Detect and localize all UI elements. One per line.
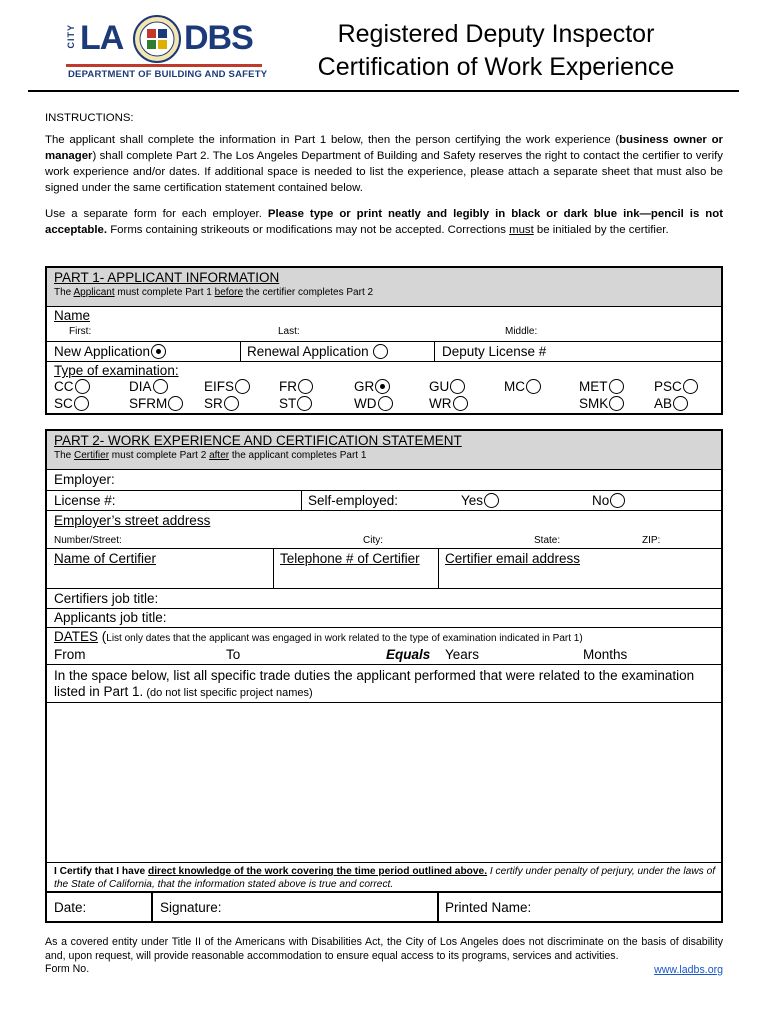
certification-statement-row bbox=[47, 862, 721, 891]
application-type-row bbox=[47, 341, 721, 361]
employer-row[interactable] bbox=[47, 470, 721, 490]
exam-radio[interactable] bbox=[298, 379, 313, 394]
name-label: Name bbox=[54, 308, 91, 323]
first-name-field[interactable]: First: bbox=[69, 326, 92, 337]
exam-code-label: AB bbox=[654, 396, 673, 411]
divider bbox=[438, 549, 439, 589]
exam-option-mc[interactable] bbox=[504, 379, 541, 395]
exam-radio[interactable] bbox=[609, 396, 624, 411]
date-field[interactable]: Date: bbox=[54, 900, 87, 915]
renewal-application-option[interactable]: Renewal Application bbox=[247, 344, 388, 360]
ada-footer bbox=[45, 936, 723, 977]
p1-bold: business owner or manager bbox=[45, 134, 723, 162]
exam-option-met[interactable] bbox=[579, 379, 624, 395]
p2-text-a: Use a separate form for each employer. bbox=[45, 208, 268, 220]
exam-radio[interactable] bbox=[235, 379, 250, 394]
exam-option-dia[interactable] bbox=[129, 379, 168, 395]
street-address-row bbox=[47, 510, 721, 548]
exam-code-label: CC bbox=[54, 379, 74, 394]
part2-title: PART 2- WORK EXPERIENCE AND CERTIFICATION STATEMENT bbox=[54, 433, 462, 448]
exam-radio[interactable] bbox=[683, 379, 698, 394]
exam-code-label: MET bbox=[579, 379, 608, 394]
exam-option-sc[interactable] bbox=[54, 396, 89, 412]
certifier-contact-row bbox=[47, 548, 721, 588]
employer-field[interactable]: Employer: bbox=[54, 472, 115, 487]
divider bbox=[151, 893, 153, 923]
equals-label: Equals bbox=[386, 647, 431, 662]
exam-code-label: EIFS bbox=[204, 379, 235, 394]
exam-type-label: Type of examination: bbox=[54, 363, 179, 378]
exam-option-psc[interactable] bbox=[654, 379, 698, 395]
exam-code-label: ST bbox=[279, 396, 297, 411]
exam-radio[interactable] bbox=[609, 379, 624, 394]
duties-instruction: In the space below, list all specific trade duties the applicant performed that were related to the examination listed in Part 1. (do not list specific project names) bbox=[54, 668, 695, 699]
exam-radio[interactable] bbox=[375, 379, 390, 394]
part2-subtitle: The Certifier must complete Part 2 after the applicant completes Part 1 bbox=[54, 450, 367, 461]
exam-option-smk[interactable] bbox=[579, 396, 624, 412]
certification-statement: I Certify that I have direct knowledge of the work covering the time period outlined above. I certify under penalty of perjury, under the laws of the State of California, that the information stated above is true and correct. bbox=[54, 866, 716, 890]
self-employed-yes-option[interactable]: Yes bbox=[461, 493, 499, 509]
exam-radio[interactable] bbox=[450, 379, 465, 394]
number-street-field[interactable]: Number/Street: bbox=[54, 535, 122, 546]
exam-code-label: PSC bbox=[654, 379, 682, 394]
ada-statement: As a covered entity under Title II of the Americans with Disabilities Act, the City of Los Angeles does not discriminate on the basis of disability and, upon request, will provide reasonable accommodation to ensure equal access to its programs, services and activities. bbox=[45, 936, 723, 962]
divider bbox=[301, 491, 302, 510]
exam-option-st[interactable] bbox=[279, 396, 312, 412]
last-name-field[interactable]: Last: bbox=[278, 326, 300, 337]
exam-code-label: GR bbox=[354, 379, 375, 394]
p2-bold: Please type or print neatly and legibly in black or dark blue ink—pencil is not acceptable. bbox=[45, 208, 723, 236]
exam-code-label: FR bbox=[279, 379, 297, 394]
exam-code-label: SC bbox=[54, 396, 73, 411]
exam-radio[interactable] bbox=[153, 379, 168, 394]
exam-option-wd[interactable] bbox=[354, 396, 393, 412]
exam-option-gr[interactable] bbox=[354, 379, 390, 395]
page-title bbox=[296, 18, 696, 84]
months-field[interactable]: Months bbox=[583, 647, 628, 662]
street-address-label: Employer’s street address bbox=[54, 513, 211, 528]
dates-row bbox=[47, 627, 721, 664]
exam-code-label: SMK bbox=[579, 396, 609, 411]
exam-option-cc[interactable] bbox=[54, 379, 90, 395]
certifier-email-field[interactable]: Certifier email address bbox=[445, 551, 581, 566]
logo-department-text: DEPARTMENT OF BUILDING AND SAFETY bbox=[68, 69, 268, 80]
part2-header bbox=[47, 431, 721, 470]
certifier-name-field[interactable]: Name of Certifier bbox=[54, 551, 157, 566]
exam-code-label: GU bbox=[429, 379, 450, 394]
exam-code-label: WD bbox=[354, 396, 377, 411]
dates-label-line: DATES (List only dates that the applicant was engaged in work related to the type of examination indicated in Part 1) bbox=[54, 629, 583, 644]
exam-option-fr[interactable] bbox=[279, 379, 313, 395]
years-field[interactable]: Years bbox=[445, 647, 480, 662]
no-radio[interactable] bbox=[610, 493, 625, 508]
p1-text-a: The applicant shall complete the information in Part 1 below, then the person certifying the work experience ( bbox=[45, 134, 620, 146]
exam-radio[interactable] bbox=[526, 379, 541, 394]
logo-dbs-text: DBS bbox=[184, 19, 253, 57]
p1-text-b: ) shall complete Part 2. The Los Angeles Department of Building and Safety reserves the right to contact the certifier to verify work experience and/or dates. If additional space is needed to list the experience, please attach a separate sheet that must also be signed under the same certification statement contained below. bbox=[45, 150, 723, 194]
exam-code-label: WR bbox=[429, 396, 452, 411]
part1-header bbox=[47, 268, 721, 307]
exam-radio[interactable] bbox=[453, 396, 468, 411]
license-field[interactable]: License #: bbox=[54, 493, 116, 508]
city-field[interactable]: City: bbox=[363, 535, 383, 546]
applicant-job-title-field[interactable]: Applicants job title: bbox=[54, 610, 167, 625]
exam-option-ab[interactable] bbox=[654, 396, 688, 412]
exam-option-wr[interactable] bbox=[429, 396, 468, 412]
logo-la-text: LA bbox=[80, 19, 124, 57]
self-employed-no-option[interactable]: No bbox=[592, 493, 625, 509]
to-field[interactable]: To bbox=[226, 647, 241, 662]
p2-must: must bbox=[509, 224, 534, 236]
signature-field[interactable]: Signature: bbox=[160, 900, 222, 915]
part2-section bbox=[45, 429, 723, 923]
exam-option-sfrm[interactable] bbox=[129, 396, 183, 412]
printed-name-field[interactable]: Printed Name: bbox=[445, 900, 532, 915]
signature-row bbox=[47, 891, 721, 921]
instructions-paragraph-2 bbox=[45, 206, 723, 238]
exam-type-row bbox=[47, 361, 721, 413]
exam-radio[interactable] bbox=[74, 396, 89, 411]
exam-code-label: SR bbox=[204, 396, 223, 411]
p2-text-b: Forms containing strikeouts or modifications may not be accepted. Corrections bbox=[107, 224, 510, 236]
divider bbox=[437, 893, 439, 923]
from-field[interactable]: From bbox=[54, 647, 86, 662]
part1-section bbox=[45, 266, 723, 415]
certifier-job-row[interactable] bbox=[47, 588, 721, 608]
ladbs-logo bbox=[66, 14, 268, 84]
exam-radio[interactable] bbox=[168, 396, 183, 411]
exam-option-gu[interactable] bbox=[429, 379, 465, 395]
exam-code-label: SFRM bbox=[129, 396, 168, 411]
new-application-radio[interactable] bbox=[151, 344, 166, 359]
exam-radio[interactable] bbox=[224, 396, 239, 411]
part1-subtitle: The Applicant must complete Part 1 before the certifier completes Part 2 bbox=[54, 287, 374, 298]
exam-option-sr[interactable] bbox=[204, 396, 239, 412]
duties-text-area[interactable] bbox=[47, 702, 721, 862]
city-seal-icon bbox=[132, 14, 182, 64]
website-link[interactable]: www.ladbs.org bbox=[654, 964, 723, 976]
instructions-heading: INSTRUCTIONS: bbox=[45, 112, 134, 124]
logo-city-text: CITY bbox=[66, 24, 76, 49]
duties-instruction-row bbox=[47, 664, 721, 702]
state-field[interactable]: State: bbox=[534, 535, 561, 546]
license-row bbox=[47, 490, 721, 510]
title-line-1: Registered Deputy Inspector bbox=[337, 20, 655, 48]
exam-code-label: DIA bbox=[129, 379, 152, 394]
new-application-option[interactable]: New Application bbox=[54, 344, 166, 360]
p2-text-c: be initialed by the certifier. bbox=[533, 224, 669, 236]
certifier-telephone-field[interactable]: Telephone # of Certifier bbox=[280, 551, 420, 566]
form-number: Form No. bbox=[45, 963, 90, 975]
logo-red-bar bbox=[66, 64, 262, 67]
divider bbox=[240, 342, 241, 361]
exam-radio[interactable] bbox=[297, 396, 312, 411]
renewal-application-radio[interactable] bbox=[373, 344, 388, 359]
exam-code-label: MC bbox=[504, 379, 525, 394]
exam-radio[interactable] bbox=[75, 379, 90, 394]
yes-radio[interactable] bbox=[484, 493, 499, 508]
divider bbox=[273, 549, 274, 589]
divider bbox=[434, 342, 435, 361]
exam-radio[interactable] bbox=[378, 396, 393, 411]
certifier-job-title-field[interactable]: Certifiers job title: bbox=[54, 591, 159, 606]
middle-name-field[interactable]: Middle: bbox=[505, 326, 538, 337]
applicant-job-row[interactable] bbox=[47, 608, 721, 627]
exam-option-eifs[interactable] bbox=[204, 379, 250, 395]
exam-radio[interactable] bbox=[673, 396, 688, 411]
part1-title: PART 1- APPLICANT INFORMATION bbox=[54, 270, 280, 285]
self-employed-label: Self-employed: bbox=[308, 493, 399, 508]
deputy-license-field[interactable]: Deputy License # bbox=[442, 344, 547, 359]
zip-field[interactable]: ZIP: bbox=[642, 535, 661, 546]
instructions-paragraph-1 bbox=[45, 132, 723, 196]
name-row[interactable] bbox=[47, 306, 721, 341]
title-line-2: Certification of Work Experience bbox=[317, 53, 675, 81]
header-divider bbox=[28, 90, 739, 92]
